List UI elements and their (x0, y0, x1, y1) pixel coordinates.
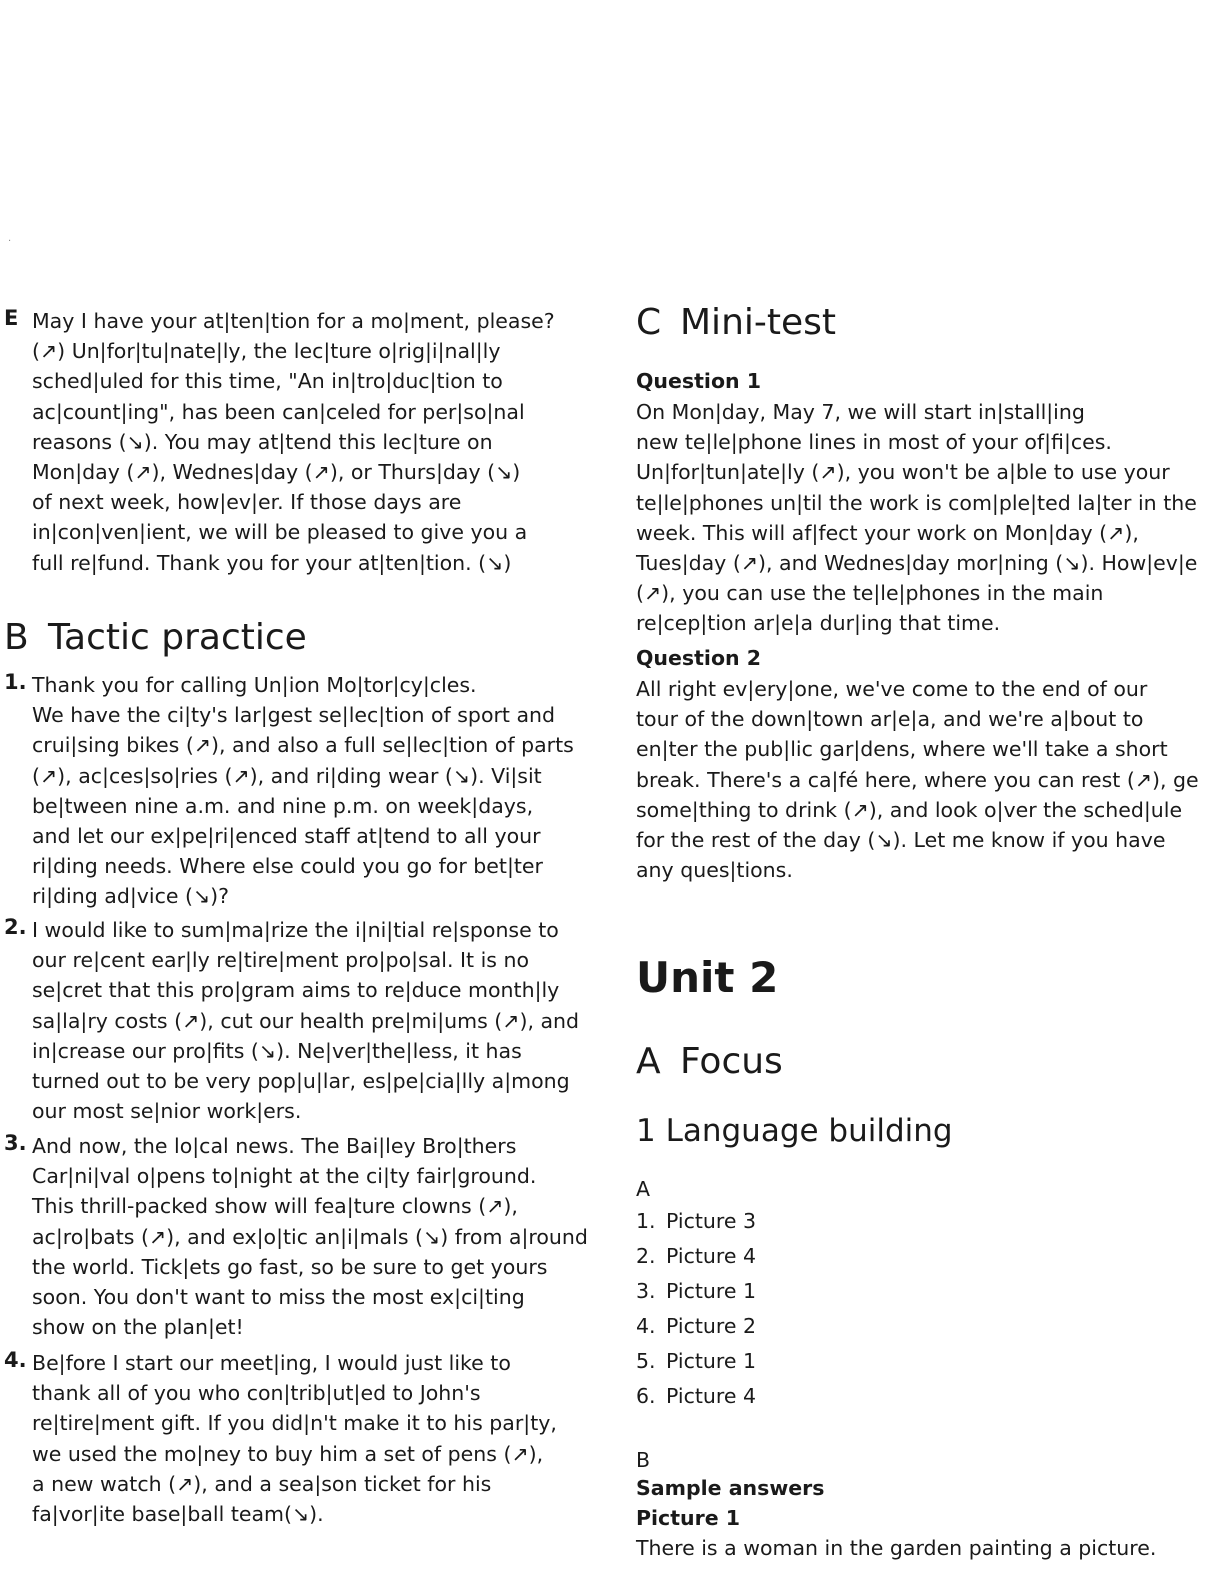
intro-marker: E (4, 306, 19, 330)
text-line: We have the ci|ty's lar|gest se|lec|tion of sport and (32, 703, 556, 728)
scan-dot: · (8, 236, 12, 247)
unit-title: Unit 2 (636, 953, 779, 1002)
text-line: re|tire|ment gift. If you did|n't make it to his par|ty, (32, 1411, 557, 1436)
part-a-label: A (636, 1177, 651, 1201)
text-line: ri|ding needs. Where else could you go for bet|ter (32, 854, 543, 879)
text-line: ri|ding ad|vice (↘)? (32, 884, 230, 909)
text-line: ac|count|ing", has been can|celed for per|so|nal (32, 399, 525, 424)
tactic-heading (4, 617, 307, 658)
section-title: Focus (680, 1041, 783, 1082)
answer-number: 2. (636, 1244, 656, 1268)
section-letter: A (636, 1041, 661, 1082)
practice-item (32, 1348, 557, 1529)
section-title: Mini-test (680, 302, 837, 343)
practice-item (32, 670, 574, 912)
text-line: Mon|day (↗), Wednes|day (↗), or Thurs|day (↘) (32, 460, 521, 485)
text-line: (↗), you can use the te|le|phones in the main (636, 581, 1104, 606)
answer-text: Picture 4 (666, 1244, 757, 1268)
answer-text: Picture 1 (666, 1349, 757, 1373)
item-number: 4. (4, 1348, 27, 1372)
text-line: our re|cent ear|ly re|tire|ment pro|po|sal. It is no (32, 948, 530, 973)
section-letter: B (4, 617, 29, 658)
text-line: re|cep|tion ar|e|a dur|ing that time. (636, 611, 1001, 636)
text-line: of next week, how|ev|er. If those days are (32, 490, 462, 515)
answer-text: Picture 2 (666, 1314, 757, 1338)
text-line: sched|uled for this time, "An in|tro|duc|tion to (32, 369, 503, 394)
item-number: 2. (4, 915, 27, 939)
text-line: week. This will af|fect your work on Mon|day (↗), (636, 520, 1139, 545)
text-line: en|ter the pub|lic gar|dens, where we'll take a short (636, 737, 1168, 762)
item-number: 1. (4, 670, 27, 694)
sample-answers-label: Sample answers (636, 1476, 825, 1500)
text-line: any ques|tions. (636, 858, 793, 883)
list-item (636, 1274, 756, 1309)
text-line: show on the plan|et! (32, 1315, 244, 1340)
answer-number: 5. (636, 1349, 656, 1373)
answer-text: Picture 4 (666, 1384, 757, 1408)
text-line: full re|fund. Thank you for your at|ten|tion. (↘) (32, 550, 512, 575)
text-line: our most se|nior work|ers. (32, 1099, 302, 1124)
text-line: a new watch (↗), and a sea|son ticket for his (32, 1471, 492, 1496)
item-number: 3. (4, 1131, 27, 1155)
text-line: This thrill-packed show will fea|ture clowns (↗), (32, 1194, 518, 1219)
text-line: break. There's a ca|fé here, where you can rest (↗), ge (636, 767, 1199, 792)
text-line: in|crease our pro|fits (↘). Ne|ver|the|less, it has (32, 1038, 522, 1063)
list-item (636, 1344, 756, 1379)
text-line: soon. You don't want to miss the most ex|ci|ting (32, 1285, 525, 1310)
question-2-text (636, 674, 1199, 885)
text-line: (↗) Un|for|tu|nate|ly, the lec|ture o|rig|i|nal|ly (32, 339, 501, 364)
question-1-label: Question 1 (636, 369, 762, 393)
text-line: and let our ex|pe|ri|enced staff at|tend to all your (32, 824, 541, 849)
part-b-label: B (636, 1448, 651, 1472)
practice-item (32, 915, 579, 1126)
intro-announcement (32, 306, 555, 578)
text-line: Un|for|tun|ate|ly (↗), you won't be a|ble to use your (636, 460, 1170, 485)
text-line: thank all of you who con|trib|ut|ed to John's (32, 1381, 481, 1406)
question-1-text (636, 397, 1197, 639)
text-line: I would like to sum|ma|rize the i|ni|tial re|sponse to (32, 918, 559, 942)
text-line: sa|la|ry costs (↗), cut our health pre|mi|ums (↗), and (32, 1008, 580, 1033)
section-letter: C (636, 302, 662, 343)
list-item (636, 1204, 756, 1239)
text-line: (↗), ac|ces|so|ries (↗), and ri|ding wear (↘). Vi|sit (32, 763, 542, 788)
text-line: se|cret that this pro|gram aims to re|duce month|ly (32, 978, 560, 1003)
text-line: All right ev|ery|one, we've come to the end of our (636, 677, 1148, 701)
question-2-label: Question 2 (636, 646, 762, 670)
list-item (636, 1379, 756, 1414)
text-line: On Mon|day, May 7, we will start in|stall|ing (636, 400, 1085, 424)
text-line: fa|vor|ite base|ball team(↘). (32, 1502, 324, 1527)
minitest-heading (636, 302, 836, 343)
focus-heading (636, 1041, 783, 1082)
text-line: And now, the lo|cal news. The Bai|ley Bro|thers (32, 1134, 517, 1158)
text-line: be|tween nine a.m. and nine p.m. on week|days, (32, 793, 534, 818)
text-line: some|thing to drink (↗), and look o|ver the sched|ule (636, 797, 1183, 822)
text-line: tour of the down|town ar|e|a, and we're a|bout to (636, 707, 1144, 732)
list-item (636, 1239, 756, 1274)
answer-text: Picture 1 (666, 1279, 757, 1303)
practice-item (32, 1131, 588, 1342)
list-item (636, 1309, 756, 1344)
text-line: May I have your at|ten|tion for a mo|ment, please? (32, 309, 555, 333)
text-line: Be|fore I start our meet|ing, I would just like to (32, 1351, 511, 1375)
text-line: in|con|ven|ient, we will be pleased to give you a (32, 520, 528, 545)
text-line: new te|le|phone lines in most of your of|fi|ces. (636, 430, 1112, 455)
picture-description: There is a woman in the garden painting a picture. (636, 1536, 1157, 1560)
answer-number: 1. (636, 1209, 656, 1233)
text-line: Car|ni|val o|pens to|night at the ci|ty fair|ground. (32, 1164, 537, 1189)
text-line: the world. Tick|ets go fast, so be sure to get yours (32, 1254, 548, 1279)
text-line: reasons (↘). You may at|tend this lec|ture on (32, 429, 493, 454)
text-line: we used the mo|ney to buy him a set of pens (↗), (32, 1441, 544, 1466)
text-line: turned out to be very pop|u|lar, es|pe|cia|lly a|mong (32, 1069, 570, 1094)
section-title: Tactic practice (48, 617, 307, 658)
text-line: ac|ro|bats (↗), and ex|o|tic an|i|mals (↘) from a|round (32, 1224, 588, 1249)
text-line: te|le|phones un|til the work is com|ple|ted la|ter in the (636, 490, 1197, 515)
text-line: for the rest of the day (↘). Let me know if you have (636, 828, 1166, 853)
text-line: Thank you for calling Un|ion Mo|tor|cy|cles. (32, 673, 477, 697)
answer-number: 4. (636, 1314, 656, 1338)
picture-label: Picture 1 (636, 1506, 741, 1530)
answer-list (636, 1204, 756, 1414)
answer-text: Picture 3 (666, 1209, 757, 1233)
text-line: Tues|day (↗), and Wednes|day mor|ning (↘). How|ev|e (636, 551, 1198, 576)
answer-number: 6. (636, 1384, 656, 1408)
answer-number: 3. (636, 1279, 656, 1303)
subsection-title: 1 Language building (636, 1113, 953, 1149)
text-line: crui|sing bikes (↗), and also a full se|lec|tion of parts (32, 733, 574, 758)
